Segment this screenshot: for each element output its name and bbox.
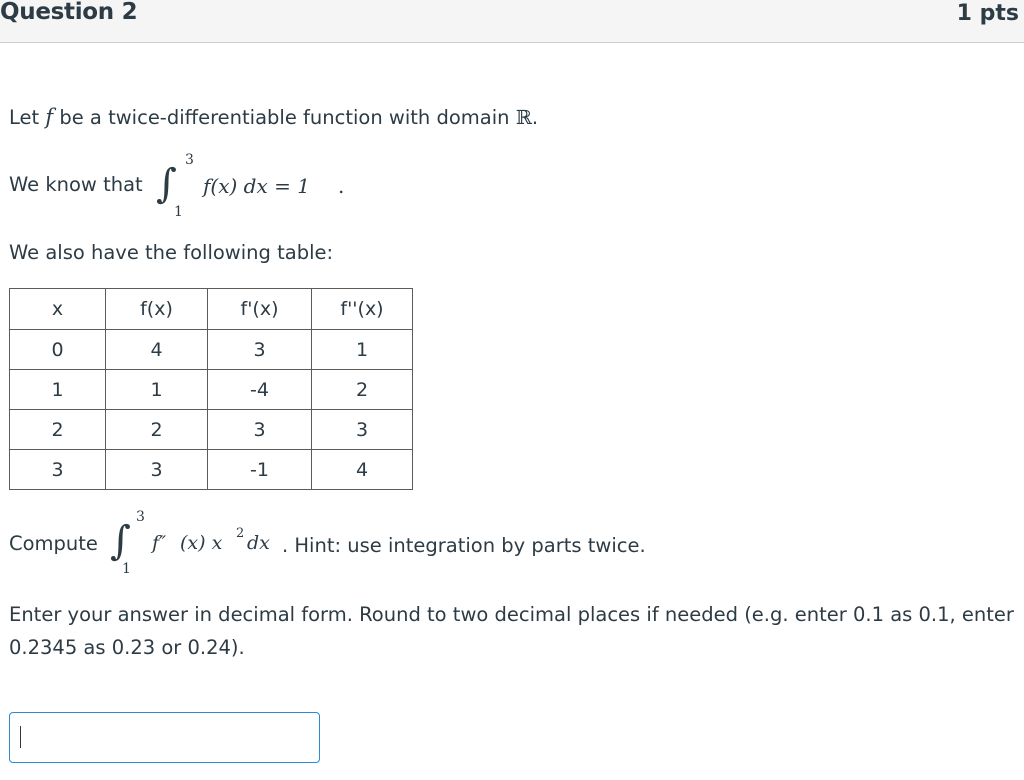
table-cell: 1 [106,370,208,410]
question-header [0,0,1024,43]
text-cursor [20,726,21,748]
integrand-dx: dx [247,532,270,554]
table-row [10,410,413,450]
instructions [9,598,1019,664]
values-table [9,288,413,490]
stem-text: Let [9,106,40,129]
table-cell: 4 [106,330,208,370]
stem-period: . [338,174,345,198]
table-cell: 3 [208,330,312,370]
integral-lower-limit: 1 [122,561,131,577]
table-row [10,370,413,410]
integral-sign: ∫ [110,518,131,564]
integrand-exponent: 2 [236,526,245,541]
table-cell: 3 [10,450,106,490]
table-cell: 2 [106,410,208,450]
table-cell: 3 [312,410,413,450]
integrand-fpp: f″ [152,532,167,554]
table-cell: 4 [312,450,413,490]
integral-lower-limit: 1 [174,204,183,220]
table-header-cell: f'(x) [208,289,312,330]
compute-label: Compute [9,532,98,555]
stem-line-1 [9,105,538,130]
stem-text: . [531,106,539,129]
instructions-line-2: 0.2345 as 0.23 or 0.24). [9,636,245,659]
integral-sign: ∫ [156,161,177,207]
table-cell: 1 [312,330,413,370]
question-points: 1 pts [956,1,1019,26]
integrand: f(x) dx = 1 [203,174,310,198]
table-cell: 3 [106,450,208,490]
table-cell: -4 [208,370,312,410]
instructions-line-1: Enter your answer in decimal form. Round to two decimal places if needed (e.g. enter 0.1 as 0.1, enter [9,603,1014,626]
math-reals: ℝ [515,106,532,129]
integral-upper-limit: 3 [185,152,194,168]
table-cell: -1 [208,450,312,490]
table-cell: 2 [10,410,106,450]
table-cell: 1 [10,370,106,410]
table-cell: 0 [10,330,106,370]
answer-input[interactable] [9,712,320,763]
table-header-cell: x [10,289,106,330]
table-header-cell: f''(x) [312,289,413,330]
integrand-rest: (x) x [180,532,223,554]
stem-text: be a twice-differentiable function with domain [59,106,510,129]
question-title: Question 2 [0,0,138,25]
table-header-cell: f(x) [106,289,208,330]
compute-hint: . Hint: use integration by parts twice. [282,534,646,557]
table-row [10,330,413,370]
table-cell: 2 [312,370,413,410]
table-row [10,450,413,490]
stem-line-3: We also have the following table: [9,241,334,264]
table-cell: 3 [208,410,312,450]
integral-2 [106,509,666,582]
integral-upper-limit: 3 [136,509,145,525]
integral-1 [152,152,372,225]
table-header-row [10,289,413,330]
math-f: f [45,105,54,129]
stem-line-2-label: We know that [9,173,143,196]
